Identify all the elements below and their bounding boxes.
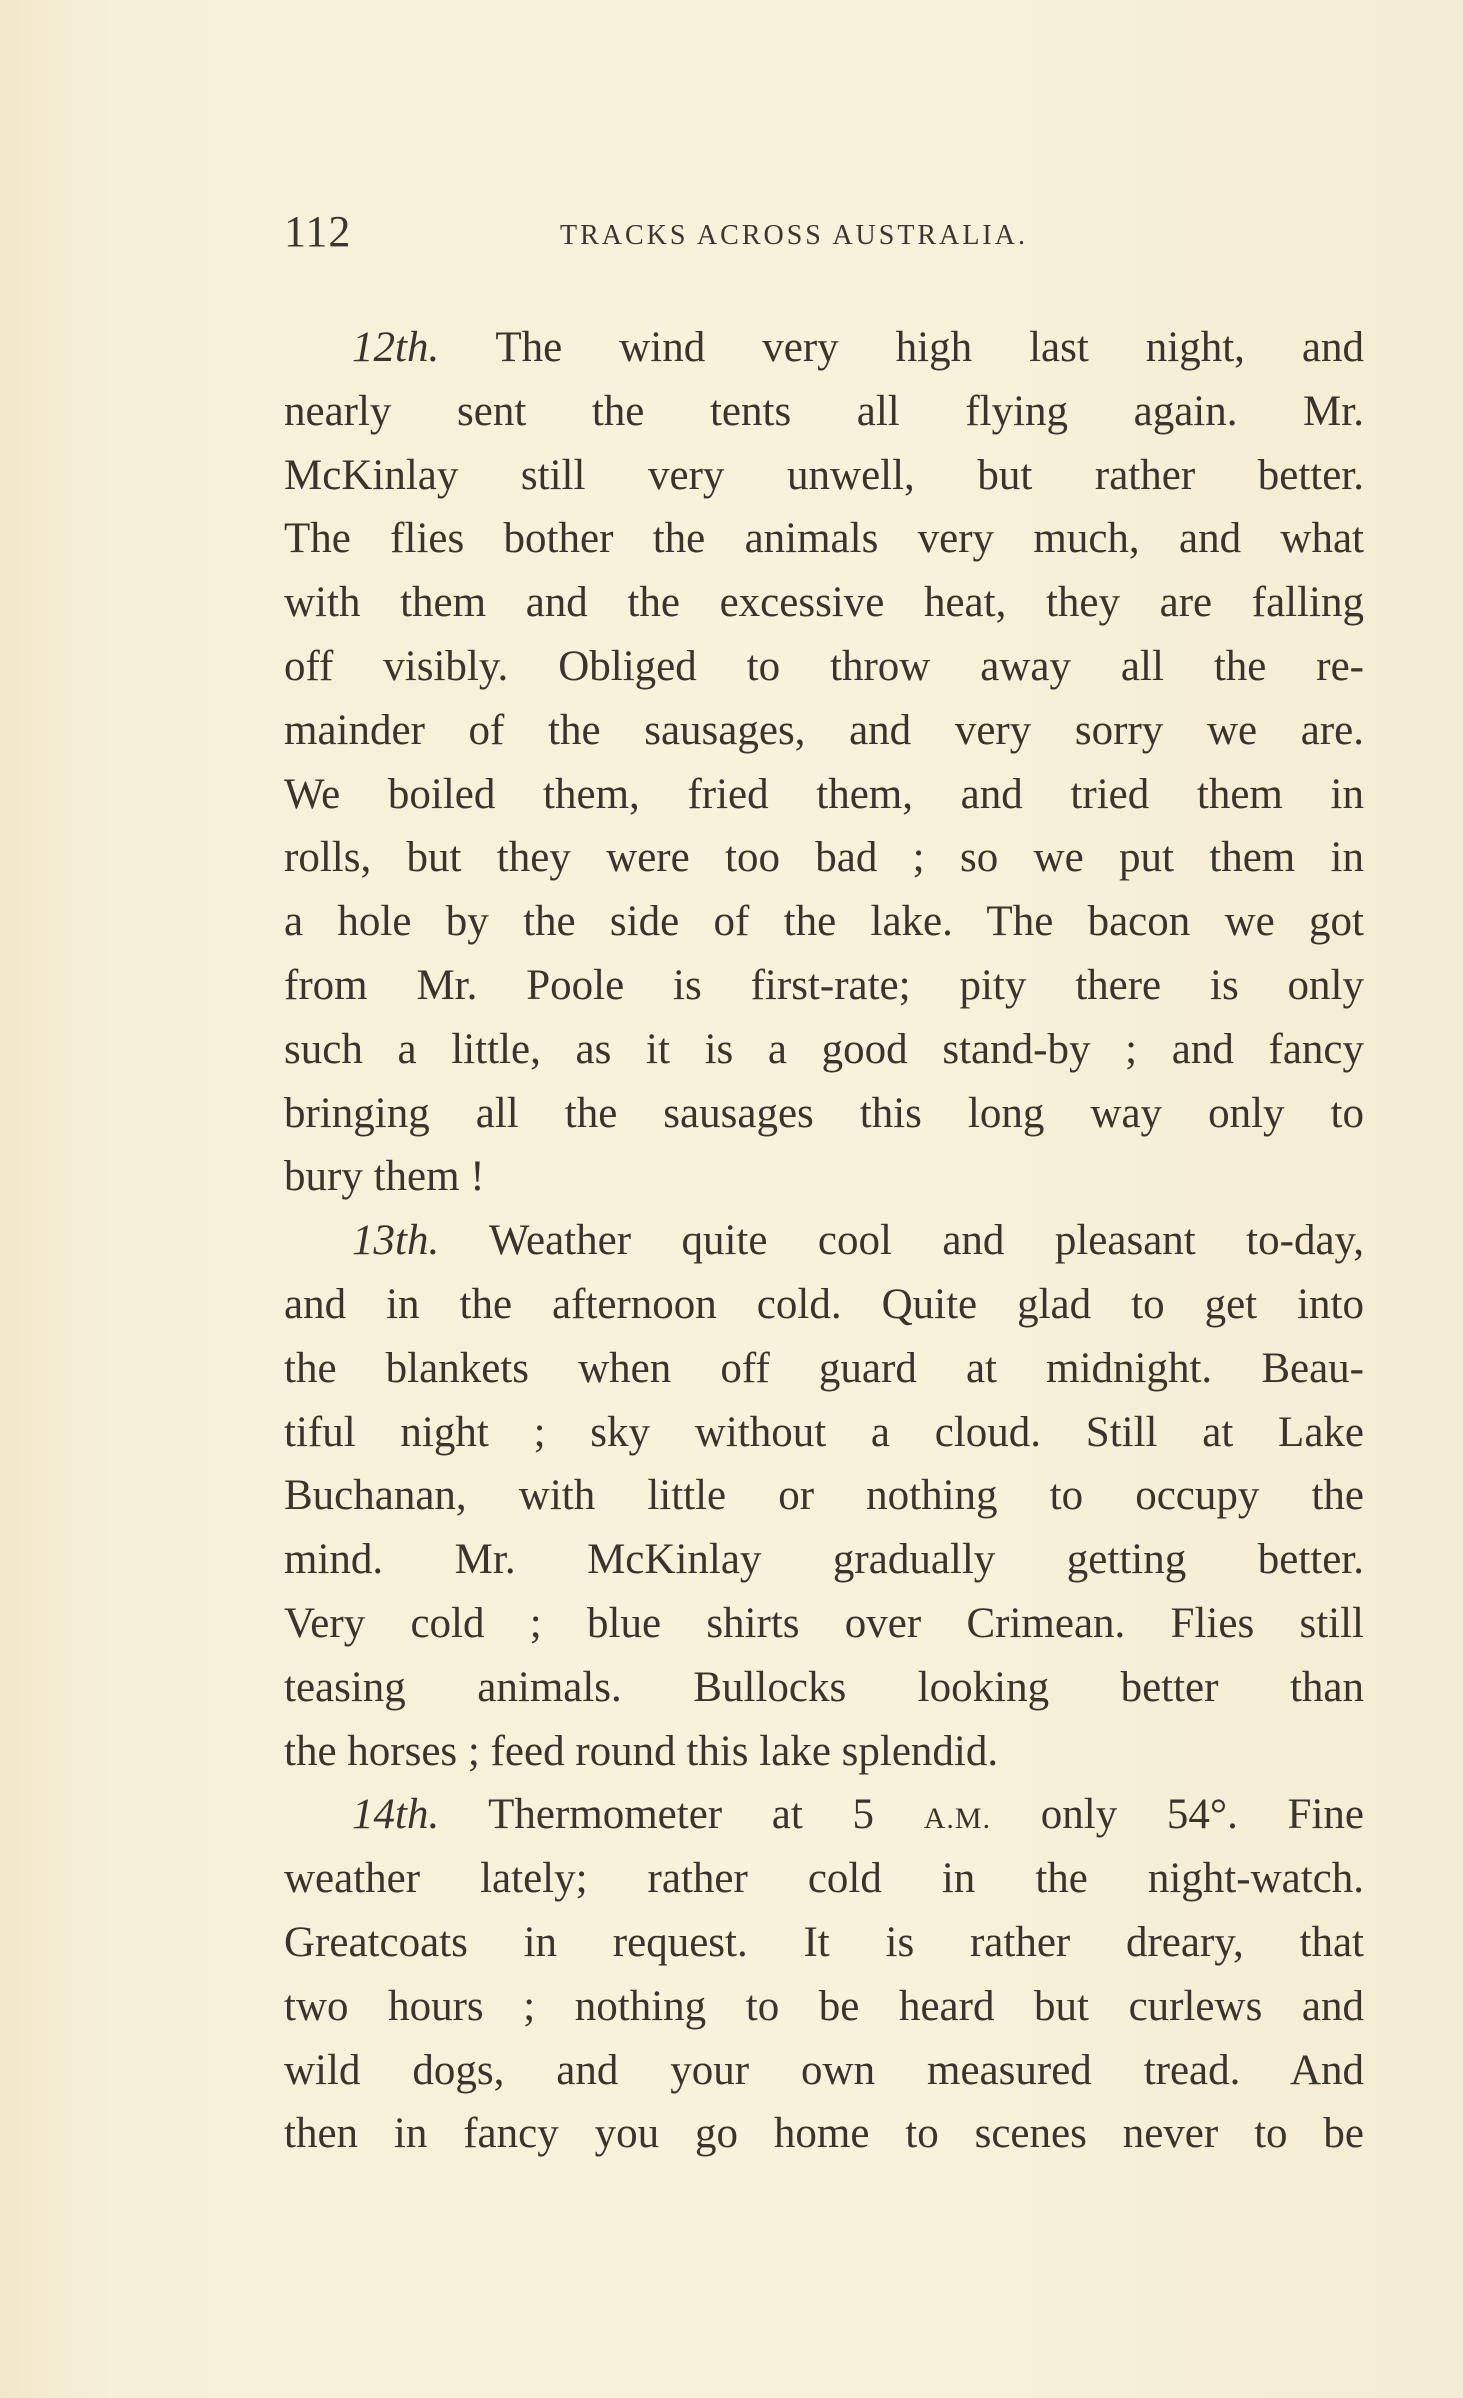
text-line: McKinlay still very unwell, but rather better.	[284, 451, 1364, 499]
entry-date: 14th.	[352, 1791, 440, 1839]
text-line: mainder of the sausages, and very sorry we are.	[284, 706, 1364, 754]
text-line: nearly sent the tents all flying again. Mr.	[284, 387, 1364, 435]
text-line: wild dogs, and your own measured tread. And	[284, 2046, 1364, 2094]
text-line: We boiled them, fried them, and tried them in	[284, 770, 1364, 818]
text-line: then in fancy you go home to scenes never to be	[284, 2110, 1364, 2158]
text-line: two hours ; nothing to be heard but curlews and	[284, 1982, 1364, 2030]
text-line: such a little, as it is a good stand-by ; and fancy	[284, 1025, 1364, 1073]
text-line: off visibly. Obliged to throw away all the re-	[284, 642, 1364, 690]
text-line: Buchanan, with little or nothing to occupy the	[284, 1472, 1364, 1520]
text-line: from Mr. Poole is first-rate; pity there is only	[284, 961, 1364, 1009]
text-line: bury them !	[284, 1153, 485, 1201]
entry-date: 13th.	[352, 1217, 440, 1265]
text-line: mind. Mr. McKinlay gradually getting better.	[284, 1536, 1364, 1584]
text-line: with them and the excessive heat, they are falling	[284, 579, 1364, 627]
page-number: 112	[284, 207, 352, 256]
entry-date: 12th.	[352, 324, 440, 371]
text-line: 12th. The wind very high last night, and	[352, 324, 1364, 371]
text-line: and in the afternoon cold. Quite glad to get into	[284, 1280, 1364, 1328]
text-line: teasing animals. Bullocks looking better than	[284, 1663, 1364, 1711]
text-line: tiful night ; sky without a cloud. Still at Lake	[284, 1408, 1364, 1456]
text-line: rolls, but they were too bad ; so we put them in	[284, 834, 1364, 882]
text-line: The flies bother the animals very much, and what	[284, 515, 1364, 563]
text-line: Very cold ; blue shirts over Crimean. Flies still	[284, 1599, 1364, 1647]
text-line: the blankets when off guard at midnight. Beau-	[284, 1344, 1364, 1392]
text-line: a hole by the side of the lake. The bacon we got	[284, 898, 1364, 946]
time-abbreviation: A.M.	[923, 1802, 992, 1836]
body-text	[284, 316, 1364, 2166]
text-line: weather lately; rather cold in the night-watch.	[284, 1855, 1364, 1903]
text-line: Greatcoats in request. It is rather dreary, that	[284, 1918, 1364, 1966]
page-header	[284, 206, 1104, 266]
text-line: bringing all the sausages this long way only to	[284, 1089, 1364, 1137]
text-line: the horses ; feed round this lake splendid.	[284, 1727, 999, 1775]
text-line: 14th. Thermometer at 5 A.M. only 54°. Fine	[352, 1791, 1364, 1839]
running-title: TRACKS ACROSS AUSTRALIA.	[560, 220, 1028, 251]
text-line: 13th. Weather quite cool and pleasant to-day,	[352, 1217, 1364, 1265]
